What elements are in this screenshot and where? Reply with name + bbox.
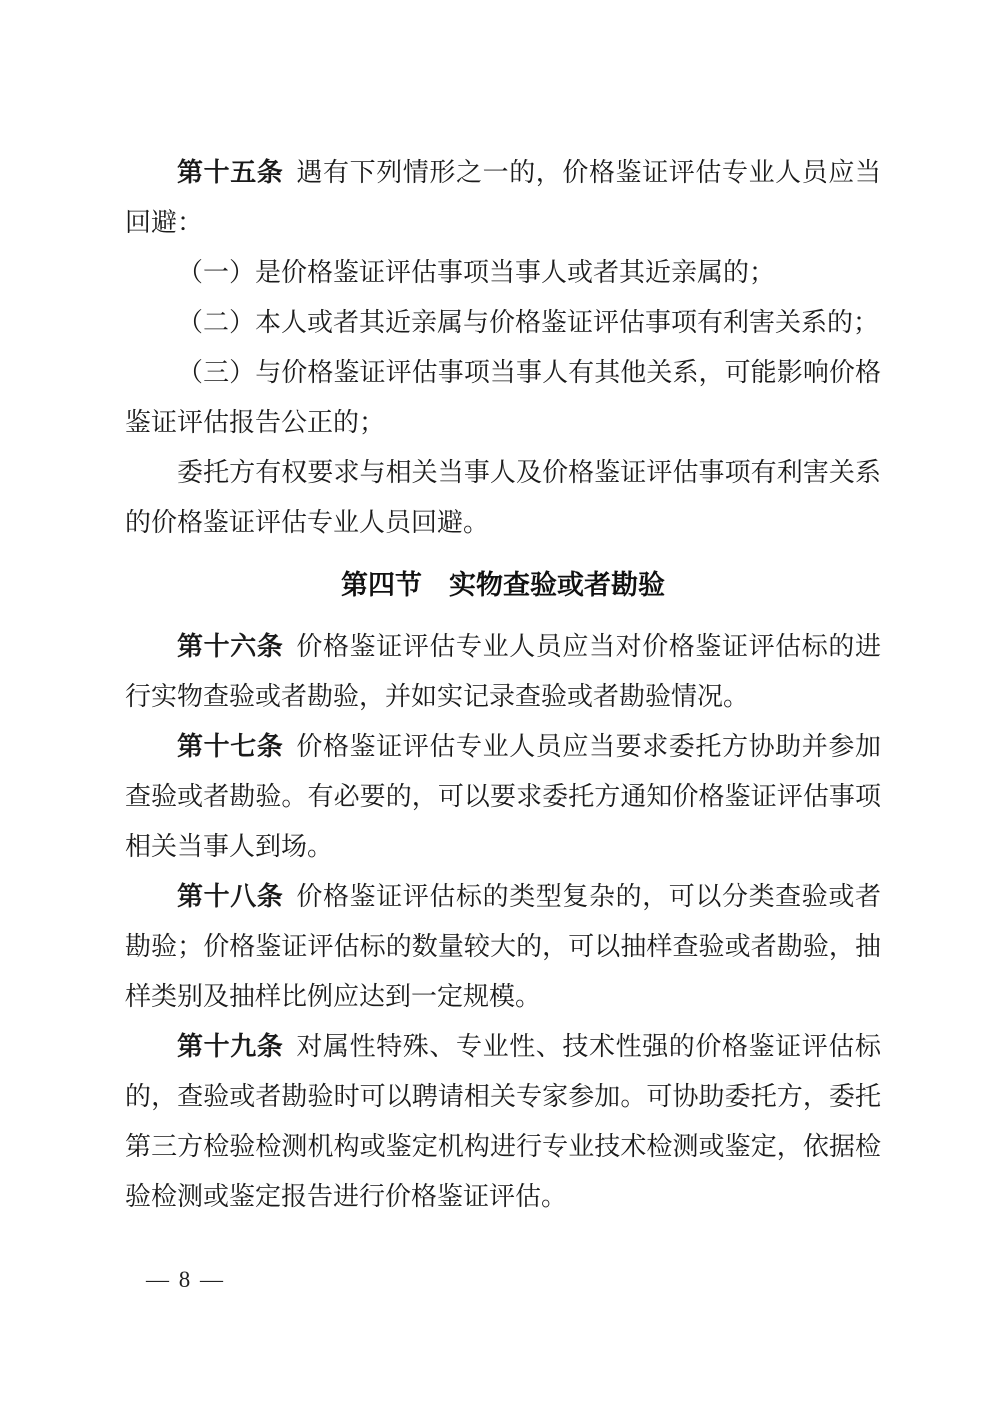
article-19-text: 对属性特殊、专业性、技术性强的价格鉴证评估标的，查验或者勘验时可以聘请相关专家参加。可协助委托方，委托第三方检验检测机构或鉴定机构进行专业技术检测或鉴定，依据检验检测或鉴定报告进行价格鉴证评估。 <box>125 1032 881 1211</box>
article-15-text: 遇有下列情形之一的，价格鉴证评估专业人员应当回避： <box>125 158 881 237</box>
clause-item-3 <box>125 348 881 448</box>
section-4-heading-text: 第四节 实物查验或者勘验 <box>341 570 665 600</box>
article-19-paragraph <box>125 1022 881 1222</box>
article-17-paragraph <box>125 722 881 872</box>
article-17-label: 第十七条 <box>177 732 284 761</box>
clause-item-2-text: （二）本人或者其近亲属与价格鉴证评估事项有利害关系的； <box>177 308 880 337</box>
article-18-text: 价格鉴证评估标的类型复杂的，可以分类查验或者勘验；价格鉴证评估标的数量较大的，可以抽样查验或者勘验，抽样类别及抽样比例应达到一定规模。 <box>125 882 881 1011</box>
clause-item-3-text: （三）与价格鉴证评估事项当事人有其他关系，可能影响价格鉴证评估报告公正的； <box>125 358 881 437</box>
article-15-paragraph <box>125 148 881 248</box>
article-19-label: 第十九条 <box>177 1032 284 1061</box>
closing-paragraph-text: 委托方有权要求与相关当事人及价格鉴证评估事项有利害关系的价格鉴证评估专业人员回避。 <box>125 458 881 537</box>
closing-paragraph-article-15 <box>125 448 881 548</box>
article-16-text: 价格鉴证评估专业人员应当对价格鉴证评估标的进行实物查验或者勘验，并如实记录查验或者勘验情况。 <box>125 632 881 711</box>
section-4-heading <box>125 560 881 610</box>
article-18-paragraph <box>125 872 881 1022</box>
article-16-paragraph <box>125 622 881 722</box>
document-body <box>125 148 881 1222</box>
article-15-label: 第十五条 <box>177 158 284 187</box>
article-18-label: 第十八条 <box>177 882 284 911</box>
article-16-label: 第十六条 <box>177 632 284 661</box>
article-17-text: 价格鉴证评估专业人员应当要求委托方协助并参加查验或者勘验。有必要的，可以要求委托方通知价格鉴证评估事项相关当事人到场。 <box>125 732 881 861</box>
clause-item-1-text: （一）是价格鉴证评估事项当事人或者其近亲属的； <box>177 258 776 287</box>
clause-item-2 <box>125 298 881 348</box>
page-number: — 8 — <box>146 1267 225 1292</box>
clause-item-1 <box>125 248 881 298</box>
